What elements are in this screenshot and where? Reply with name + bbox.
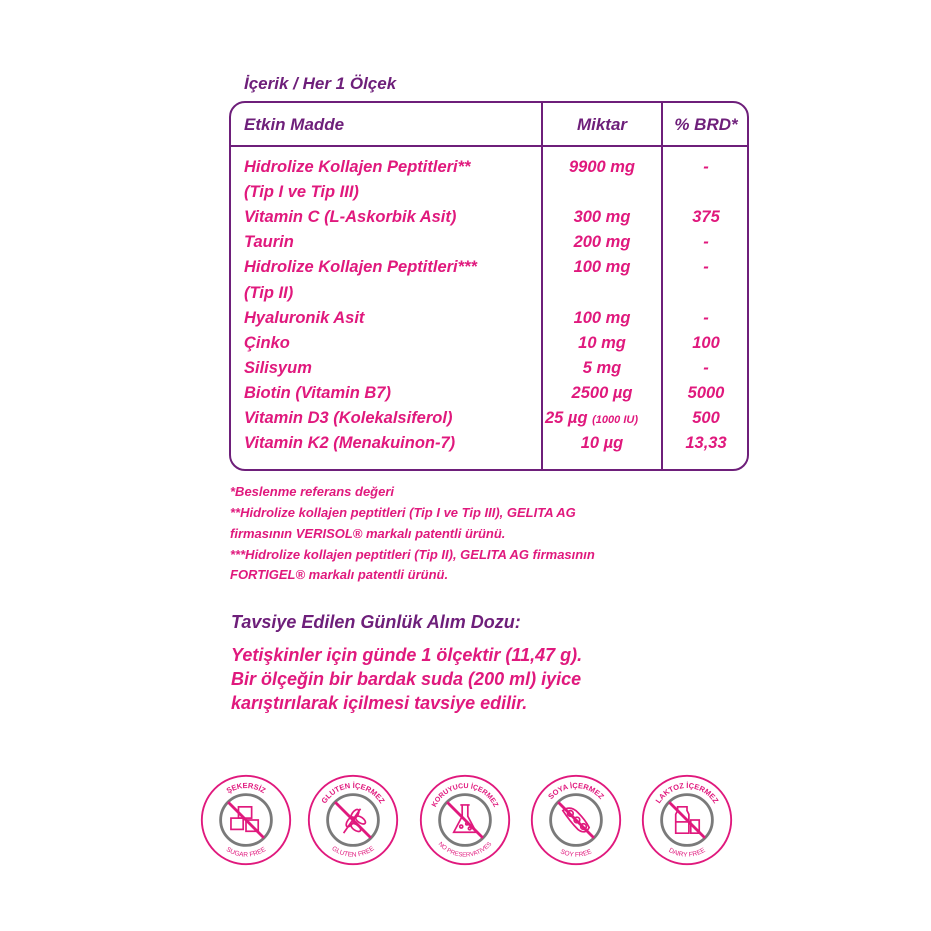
gluten-free-badge [306, 773, 400, 867]
dose-title: Tavsiye Edilen Günlük Alım Dozu: [231, 612, 521, 632]
footnote: *Beslenme referans değeri [230, 484, 395, 499]
table-row-brd: - [703, 233, 709, 251]
table-row-subname: (Tip I ve Tip III) [244, 183, 359, 201]
table-row-amount: 200 mg [573, 233, 631, 251]
table-row: Hidrolize Kollajen Peptitleri** [244, 158, 471, 176]
table-row-amount: 9900 mg [568, 158, 636, 176]
table-row-brd: - [703, 258, 709, 276]
table-row-amount: 5 mg [582, 359, 622, 377]
svg-text:SOY FREE [559, 848, 593, 859]
footnote: **Hidrolize kollajen peptitleri (Tip I ve Tip III), GELITA AG [230, 505, 576, 520]
table-row: Hidrolize Kollajen Peptitleri*** [244, 258, 477, 276]
svg-text:DAIRY FREE [667, 847, 707, 859]
table-row-brd: 13,33 [685, 434, 727, 452]
table-row-brd: 375 [692, 208, 720, 226]
badge-top-label: SOYA İÇERMEZ [546, 780, 606, 802]
no-preservatives-badge [418, 773, 512, 867]
badge-top-label: ŞEKERSİZ [224, 780, 268, 796]
table-header-divider [231, 145, 747, 147]
footnote: FORTIGEL® markalı patentli ürünü. [230, 567, 449, 582]
badge-top-label: KORUYUCU İÇERMEZ [431, 782, 499, 809]
svg-text:GLUTEN FREE [330, 845, 376, 859]
svg-text:ŞEKERSİZ [225, 781, 268, 795]
table-row: Biotin (Vitamin B7) [244, 384, 391, 402]
table-row: Hyaluronik Asit [244, 309, 365, 327]
header-brd: % BRD* [674, 115, 738, 134]
table-row: Silisyum [244, 359, 312, 377]
nutrition-table [229, 101, 749, 471]
table-row-brd: 100 [692, 334, 720, 352]
table-row-subname: (Tip II) [244, 284, 294, 302]
table-row-brd: - [703, 359, 709, 377]
svg-text:SOYA İÇERMEZ [546, 781, 606, 801]
table-row-amount: 10 mg [578, 334, 626, 352]
table-row-amount-note: (1000 IU) [592, 414, 638, 426]
svg-text:LAKTOZ İÇERMEZ [654, 781, 721, 805]
badge-bottom-label: GLUTEN FREE [330, 845, 376, 859]
svg-text:NO PRESERVATIVES [437, 841, 493, 859]
badge-top-label: LAKTOZ İÇERMEZ [653, 781, 721, 805]
soy-free-badge [529, 773, 623, 867]
sugar-free-badge [199, 773, 293, 867]
table-row-amount: 100 mg [573, 258, 631, 276]
table-row-amount: 100 mg [573, 309, 631, 327]
table-row: Vitamin C (L-Askorbik Asit) [244, 208, 457, 226]
badge-bottom-label: NO PRESERVATIVES [436, 840, 494, 859]
dose-line: Bir ölçeğin bir bardak suda (200 ml) iyice [231, 669, 582, 689]
badge-top-label: GLUTEN İÇERMEZ [319, 781, 387, 806]
header-amount: Miktar [576, 115, 628, 134]
footnote: firmasının VERISOL® markalı patentli ürünü. [230, 526, 506, 541]
header-active-ingredient: Etkin Madde [244, 115, 345, 134]
svg-text:SUGAR FREE [225, 846, 268, 859]
table-row-brd: - [703, 158, 709, 176]
dose-line: Yetişkinler için günde 1 ölçektir (11,47 g). [231, 645, 583, 665]
table-row-brd: 500 [692, 409, 720, 427]
table-row: Çinko [244, 334, 290, 352]
table-row: Vitamin D3 (Kolekalsiferol) [244, 409, 453, 427]
footnote: ***Hidrolize kollajen peptitleri (Tip II), GELITA AG firmasının [230, 547, 595, 562]
table-row-amount: 10 µg [580, 434, 624, 452]
badge-bottom-label: SOY FREE [559, 848, 593, 859]
content-title: İçerik / Her 1 Ölçek [244, 74, 397, 93]
dose-line: karıştırılarak içilmesi tavsiye edilir. [231, 693, 528, 713]
table-row: Taurin [244, 233, 294, 251]
table-row-brd: 5000 [687, 384, 725, 402]
table-row-amount: 25 µg (1000 IU) [545, 409, 638, 427]
table-row-brd: - [703, 309, 709, 327]
table-row-amount: 300 mg [573, 208, 631, 226]
dairy-free-badge [640, 773, 734, 867]
badge-bottom-label: DAIRY FREE [667, 846, 707, 859]
table-row: Vitamin K2 (Menakuinon-7) [244, 434, 456, 452]
badge-bottom-label: SUGAR FREE [224, 846, 268, 859]
table-row-amount: 2500 µg [571, 384, 633, 402]
